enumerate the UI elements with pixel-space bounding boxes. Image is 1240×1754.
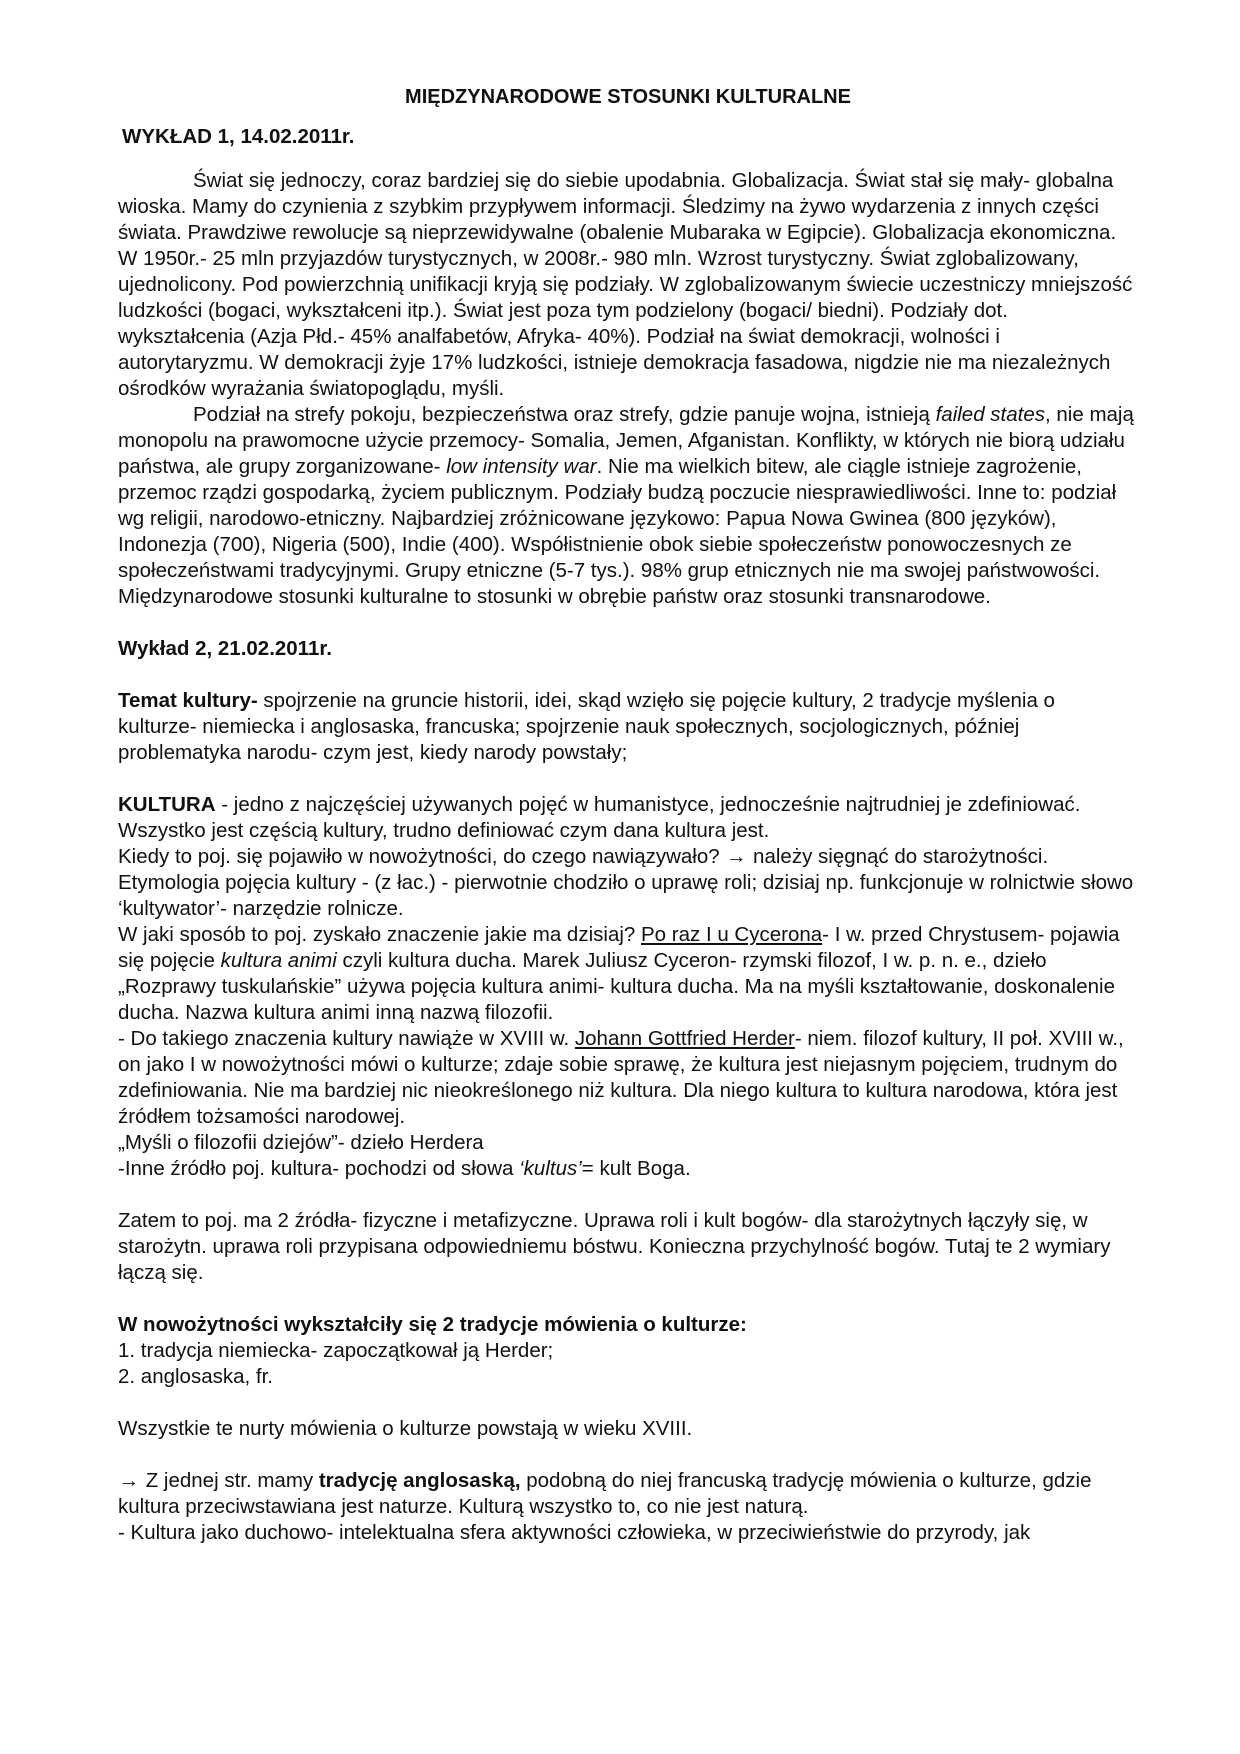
spacer	[118, 610, 1138, 636]
bold-term: KULTURA	[118, 793, 216, 816]
nowozytnosc-heading: W nowożytności wykształciły się 2 tradycje mówienia o kulturze:	[118, 1313, 747, 1336]
lecture-1-paragraph-2	[118, 402, 1138, 610]
lecture-1-paragraph-1: Świat się jednoczy, coraz bardziej się do siebie upodabnia. Globalizacja. Świat stał się mały- globalna wioska. Mamy do czynienia z szybkim przypływem informacji. Śledzimy na żywo wydarzenia z innych części świata. Prawdziwe rewolucje są nieprzewidywalne (obalenie Mubaraka w Egipcie). Globalizacja ekonomiczna. W 1950r.- 25 mln przyjazdów turystycznych, w 2008r.- 980 mln. Wzrost turystyczny. Świat zglobalizowany, ujednolicony. Pod powierzchnią unifikacji kryją się podziały. W zglobalizowanym świecie uczestniczy mniejszość ludzkości (bogaci, wykształceni itp.). Świat jest poza tym podzielony (bogaci/ biedni). Podziały dot. wykształcenia (Azja Płd.- 45% analfabetów, Afryka- 40%). Podział na świat demokracji, wolności i autorytaryzmu. W demokracji żyje 17% ludzkości, istnieje demokracja fasadowa, nigdzie nie ma niezależnych ośrodków wyrażania światopoglądu, myśli.	[118, 169, 1133, 400]
arrow-right-icon: →	[726, 845, 747, 868]
anglosaska-paragraph	[118, 1468, 1138, 1520]
text: Kiedy to poj. się pojawiło w nowożytności, do czego nawiązywało?	[118, 845, 726, 868]
italic-term: kultura animi	[220, 949, 337, 972]
text: Podział na strefy pokoju, bezpieczeństwa oraz strefy, gdzie panuje wojna, istnieją	[193, 403, 936, 426]
mysli-line: „Myśli o filozofii dziejów”- dzieło Herdera	[118, 1131, 484, 1154]
spacer	[118, 1286, 1138, 1312]
kultus-line	[118, 1156, 1138, 1182]
lecture-2-heading: Wykład 2, 21.02.2011r.	[118, 637, 332, 660]
bold-term: tradycję anglosaską,	[318, 1469, 521, 1492]
italic-term: low intensity war	[446, 455, 597, 478]
text: = kult Boga.	[581, 1157, 691, 1180]
herder-paragraph	[118, 1026, 1138, 1130]
spacer	[118, 150, 1138, 168]
bold-term: Temat kultury-	[118, 689, 258, 712]
document-title: MIĘDZYNARODOWE STOSUNKI KULTURALNE	[405, 86, 851, 108]
text: - I w. przed Chrystusem- pojawia się pojęcie	[118, 923, 1120, 972]
italic-term: failed states	[935, 403, 1045, 426]
text: należy sięgnąć do starożytności. Etymologia pojęcia kultury - (z łac.) - pierwotnie chodziło o uprawę roli; dzisiaj np. funkcjonuje w rolnictwie słowo ‘kultywator’- narzędzie rolnicze.	[118, 845, 1134, 920]
list-item-2: 2. anglosaska, fr.	[118, 1365, 273, 1388]
kiedy-paragraph	[118, 844, 1138, 922]
last-line: - Kultura jako duchowo- intelektualna sfera aktywności człowieka, w przeciwieństwie do przyrody, jak	[118, 1521, 1031, 1544]
temat-paragraph	[118, 688, 1138, 766]
text: spojrzenie na gruncie historii, idei, skąd wzięło się pojęcie kultury, 2 tradycje myślenia o kulturze- niemiecka i anglosaska, francuska; spojrzenie nauk społecznych, socjologicznych, później problematyka narodu- czym jest, kiedy narody powstały;	[118, 689, 1055, 764]
spacer	[118, 1390, 1138, 1416]
text: - Do takiego znaczenia kultury nawiąże w XVIII w.	[118, 1027, 575, 1050]
text: - jedno z najczęściej używanych pojęć w humanistyce, jednocześnie najtrudniej je zdefiniować. Wszystko jest częścią kultury, trudno definiować czym dana kultura jest.	[118, 793, 1081, 842]
text: Z jednej str. mamy	[140, 1469, 319, 1492]
underlined-term: Johann Gottfried Herder	[574, 1027, 795, 1050]
spacer	[118, 766, 1138, 792]
lecture-1-heading: WYKŁAD 1, 14.02.2011r.	[122, 125, 355, 148]
italic-term: ‘kultus’	[519, 1157, 582, 1180]
text: W jaki sposób to poj. zyskało znaczenie jakie ma dzisiaj?	[118, 923, 641, 946]
arrow-right-icon: →	[118, 1469, 140, 1492]
spacer	[118, 1182, 1138, 1208]
list-item-1: 1. tradycja niemiecka- zapoczątkował ją Herder;	[118, 1339, 554, 1362]
cyceron-paragraph	[118, 922, 1138, 1026]
wszystkie-paragraph: Wszystkie te nurty mówienia o kulturze powstają w wieku XVIII.	[118, 1417, 693, 1440]
text: . Nie ma wielkich bitew, ale ciągle istnieje zagrożenie, przemoc rządzi gospodarką, życiem publicznym. Podziały budzą poczucie niesprawiedliwości. Inne to: podział wg religii, narodowo-etniczny. Najbardziej zróżnicowane językowo: Papua Nowa Gwinea (800 języków), Indonezja (700), Nigeria (500), Indie (400). Współistnienie obok siebie społeczeństw ponowoczesnych ze społeczeństwami tradycyjnymi. Grupy etniczne (5-7 tys.). 98% grup etnicznych nie ma swojej państwowości. Międzynarodowe stosunki kulturalne to stosunki w obrębie państw oraz stosunki transnarodowe.	[118, 455, 1117, 608]
text: , nie mają monopolu na prawomocne użycie przemocy- Somalia, Jemen, Afganistan. Konflikty, w których nie biorą udziału państwa, ale grupy zorganizowane-	[118, 403, 1134, 478]
spacer	[118, 662, 1138, 688]
zatem-paragraph: Zatem to poj. ma 2 źródła- fizyczne i metafizyczne. Uprawa roli i kult bogów- dla starożytnych łączyły się, w starożytn. uprawa roli przypisana odpowiedniemu bóstwu. Konieczna przychylność bogów. Tutaj te 2 wymiary łączą się.	[118, 1209, 1111, 1284]
document-body	[118, 84, 1138, 1546]
text: podobną do niej francuską tradycję mówienia o kulturze, gdzie kultura przeciwstawiana jest naturze. Kulturą wszystko to, co nie jest naturą.	[118, 1469, 1092, 1518]
text: - niem. filozof kultury, II poł. XVIII w., on jako I w nowożytności mówi o kulturze; zdaje sobie sprawę, że kultura jest niejasnym pojęciem, trudnym do zdefiniowania. Nie ma bardziej nic nieokreślonego niż kultura. Dla niego kultura to kultura narodowa, która jest źródłem tożsamości narodowej.	[118, 1027, 1124, 1128]
underlined-term: Po raz I u Cycerona	[641, 923, 823, 946]
text: -Inne źródło poj. kultura- pochodzi od słowa	[118, 1157, 520, 1180]
text: czyli kultura ducha. Marek Juliusz Cyceron- rzymski filozof, I w. p. n. e., dzieło „Rozprawy tuskulańskie” używa pojęcia kultura animi- kultura ducha. Ma na myśli kształtowanie, doskonalenie ducha. Nazwa kultura animi inną nazwą filozofii.	[118, 949, 1115, 1024]
spacer	[118, 1442, 1138, 1468]
kultura-paragraph	[118, 792, 1138, 844]
